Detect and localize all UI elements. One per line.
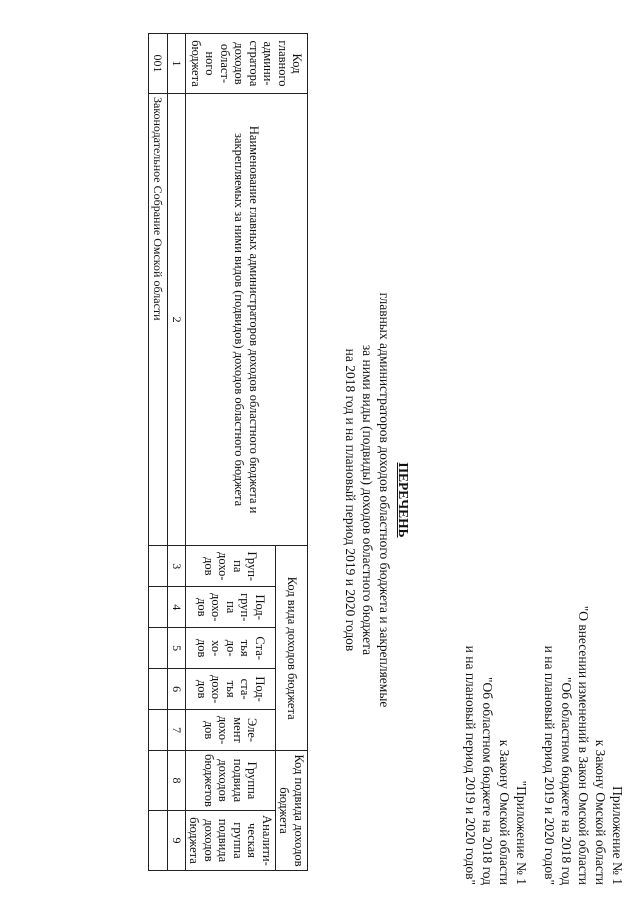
title-line: главных администраторов доходов областного бюджета и закрепляемые bbox=[377, 292, 392, 708]
column-number: 2 bbox=[168, 93, 186, 545]
header-analytic-group: Аналити- ческая группа подвида доходов бюджета bbox=[186, 810, 276, 870]
column-number: 9 bbox=[168, 810, 186, 870]
title-line: за ними виды (подвиды) доходов областного бюджета bbox=[360, 344, 375, 656]
revenue-administrators-table bbox=[148, 33, 308, 871]
title-line: на 2018 год и на плановый период 2019 и 2020 годов bbox=[343, 348, 358, 652]
empty-cell bbox=[149, 669, 168, 710]
column-number: 5 bbox=[168, 628, 186, 669]
column-number-row bbox=[168, 34, 186, 871]
appendix-note-original bbox=[462, 646, 530, 885]
column-number: 6 bbox=[168, 669, 186, 710]
empty-cell bbox=[149, 810, 168, 870]
header-element: Эле- мент дохо- дов bbox=[186, 710, 276, 751]
empty-cell bbox=[149, 546, 168, 587]
appendix-line: и на плановый период 2019 и 2020 годов" bbox=[542, 645, 557, 885]
header-income-subtype: Код подвида доходов бюджета bbox=[276, 751, 308, 871]
column-number: 7 bbox=[168, 710, 186, 751]
header-subarticle: Под- ста- тья дохо- дов bbox=[186, 669, 276, 710]
header-code-admin: Код главного админи- стратора доходов област- ного бюджета bbox=[186, 34, 308, 94]
header-group: Груп- па дохо- дов bbox=[186, 546, 276, 587]
empty-cell bbox=[149, 751, 168, 811]
column-number: 4 bbox=[168, 587, 186, 628]
column-number: 8 bbox=[168, 751, 186, 811]
header-article: Ста- тья до- хо- дов bbox=[186, 628, 276, 669]
admin-code-cell: 001 bbox=[149, 34, 168, 94]
column-number: 3 bbox=[168, 546, 186, 587]
table-header-row bbox=[276, 34, 308, 871]
header-subtype-group: Группа подвида доходов бюджетов bbox=[186, 751, 276, 811]
appendix-note-amendment bbox=[541, 606, 626, 885]
appendix-line: Приложение № 1 bbox=[610, 786, 625, 885]
empty-cell bbox=[149, 710, 168, 751]
appendix-line: "О внесении изменений в Закон Омской области bbox=[576, 605, 591, 885]
header-name: Наименование главных администраторов доходов областного бюджета и закрепляемых за ними видов (подвидов) доходов областного бюджета bbox=[186, 93, 308, 545]
document-title bbox=[342, 150, 412, 850]
header-subgroup: Под- груп- па дохо- дов bbox=[186, 587, 276, 628]
appendix-line: "Об областном бюджете на 2018 год bbox=[480, 677, 495, 885]
admin-name-cell: Законодательное Собрание Омской области bbox=[149, 93, 168, 545]
appendix-line: к Закону Омской области bbox=[593, 739, 608, 885]
header-income-type: Код вида доходов бюджета bbox=[276, 546, 308, 751]
column-number: 1 bbox=[168, 34, 186, 94]
appendix-line: "Приложение № 1 bbox=[514, 780, 529, 885]
appendix-line: и на плановый период 2019 и 2020 годов" bbox=[463, 645, 478, 885]
table-row bbox=[149, 34, 168, 871]
empty-cell bbox=[149, 587, 168, 628]
appendix-line: к Закону Омской области bbox=[497, 739, 512, 885]
title-heading: ПЕРЕЧЕНЬ bbox=[396, 462, 411, 538]
empty-cell bbox=[149, 628, 168, 669]
appendix-line: "Об областном бюджете на 2018 год bbox=[559, 677, 574, 885]
